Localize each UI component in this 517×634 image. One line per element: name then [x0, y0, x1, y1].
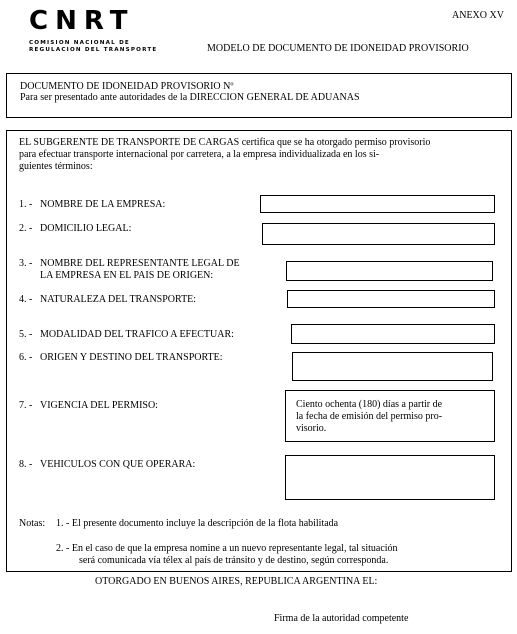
intro-line-1: EL SUBGERENTE DE TRANSPORTE DE CARGAS certifica que se ha otorgado permiso provisorio — [19, 137, 431, 148]
granted-in-label: OTORGADO EN BUENOS AIRES, REPUBLICA ARGENTINA EL: — [95, 576, 378, 587]
transport-nature-field[interactable] — [287, 290, 495, 308]
validity-text-line-3: visorio. — [296, 423, 327, 434]
logo-subtitle-line1: COMISION NACIONAL DE — [29, 40, 130, 46]
item-4-number: 4. - — [19, 294, 33, 305]
validity-text-line-2: la fecha de emisión del permiso pro- — [296, 411, 443, 422]
logo-text: CNRT — [29, 6, 135, 36]
vehicles-field[interactable] — [285, 455, 495, 500]
item-2-number: 2. - — [19, 223, 33, 234]
signature-label: Firma de la autoridad competente — [274, 613, 409, 624]
item-3-label-line2: LA EMPRESA EN EL PAIS DE ORIGEN: — [40, 270, 214, 281]
item-1-label: NOMBRE DE LA EMPRESA: — [40, 199, 166, 210]
item-1-number: 1. - — [19, 199, 33, 210]
notes-label: Notas: — [19, 518, 46, 529]
note-2-line-1: 2. - En el caso de que la empresa nomine a un nuevo representante legal, tal situación — [56, 543, 398, 554]
logo-subtitle-line2: REGULACION DEL TRANSPORTE — [29, 47, 158, 53]
traffic-modality-field[interactable] — [291, 324, 495, 344]
intro-line-2: para efectuar transporte internacional por carretera, a la empresa individualizada en los si- — [19, 149, 380, 160]
item-2-label: DOMICILIO LEGAL: — [40, 223, 132, 234]
item-8-label: VEHICULOS CON QUE OPERARA: — [40, 459, 196, 470]
item-4-label: NATURALEZA DEL TRANSPORTE: — [40, 294, 197, 305]
item-7-number: 7. - — [19, 400, 33, 411]
company-name-field[interactable] — [260, 195, 495, 213]
item-6-label: ORIGEN Y DESTINO DEL TRANSPORTE: — [40, 352, 223, 363]
document-number-label: DOCUMENTO DE IDONEIDAD PROVISORIO Nº — [20, 81, 234, 92]
item-6-number: 6. - — [19, 352, 33, 363]
origin-destination-field[interactable] — [292, 352, 493, 381]
item-5-number: 5. - — [19, 329, 33, 340]
validity-text-line-1: Ciento ochenta (180) días a partir de — [296, 399, 443, 410]
legal-address-field[interactable] — [262, 223, 495, 245]
permit-validity-box — [285, 390, 495, 442]
annex-label: ANEXO XV — [452, 10, 504, 21]
item-7-label: VIGENCIA DEL PERMISO: — [40, 400, 158, 411]
model-title: MODELO DE DOCUMENTO DE IDONEIDAD PROVISORIO — [207, 43, 469, 54]
item-5-label: MODALIDAD DEL TRAFICO A EFECTUAR: — [40, 329, 234, 340]
note-1: 1. - El presente documento incluye la descripción de la flota habilitada — [56, 518, 339, 529]
item-3-number: 3. - — [19, 258, 33, 269]
item-3-label: NOMBRE DEL REPRESENTANTE LEGAL DE — [40, 258, 240, 269]
intro-line-3: guientes términos: — [19, 161, 93, 172]
customs-presentation-note: Para ser presentado ante autoridades de la DIRECCION GENERAL DE ADUANAS — [20, 92, 360, 103]
item-8-number: 8. - — [19, 459, 33, 470]
document-number-box — [6, 73, 512, 118]
note-2-line-2: será comunicada vía télex al país de tránsito y de destino, según corresponda. — [79, 555, 389, 566]
legal-representative-field[interactable] — [286, 261, 493, 281]
